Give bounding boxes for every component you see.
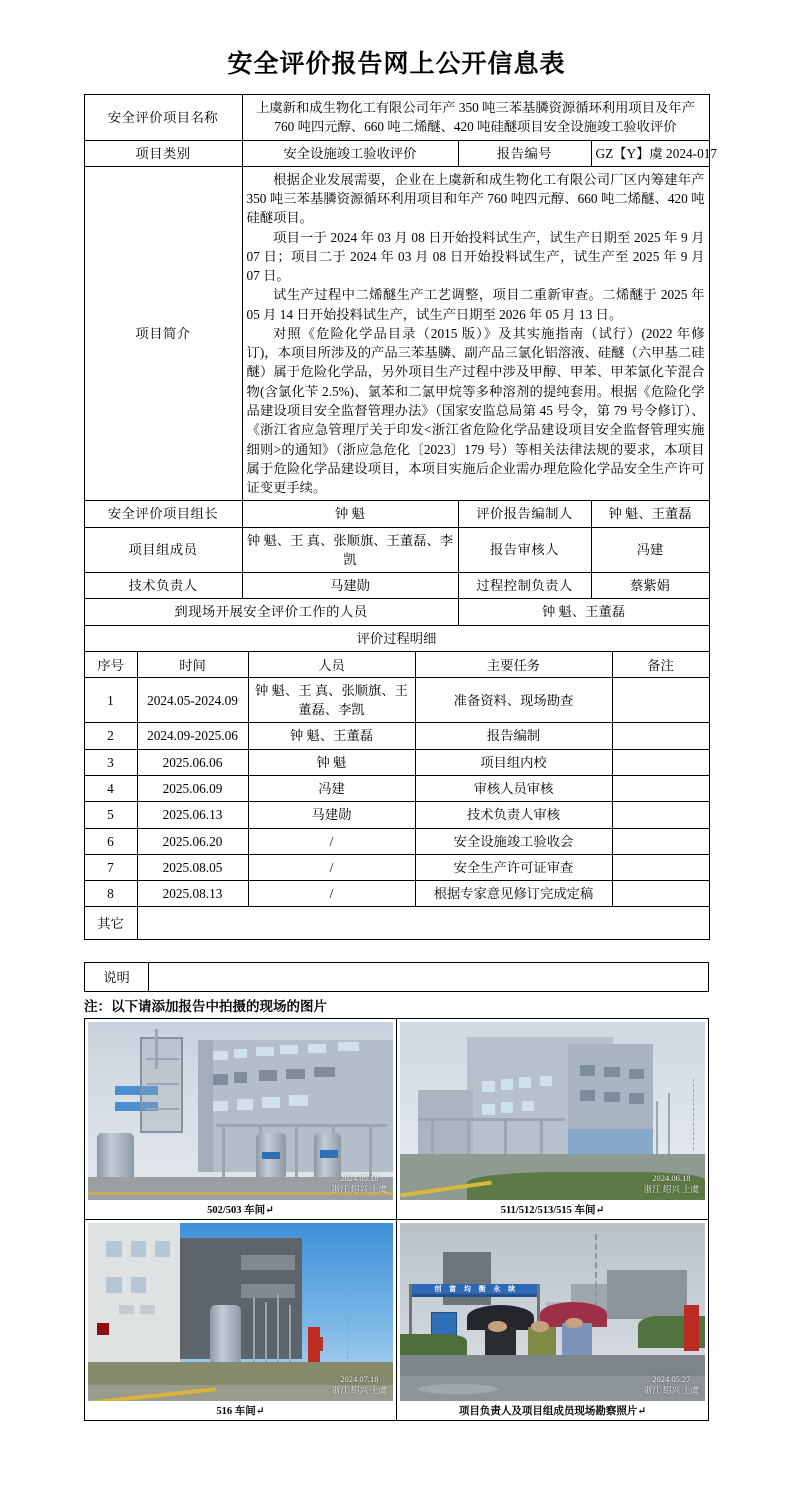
intro-label: 项目简介 bbox=[84, 166, 242, 501]
process-cell-task: 根据专家意见修订完成定稿 bbox=[415, 881, 612, 907]
process-cell-no: 1 bbox=[84, 677, 137, 723]
process-cell-people: / bbox=[248, 854, 415, 880]
process-cell-task: 安全生产许可证审查 bbox=[415, 854, 612, 880]
process-cell-no: 4 bbox=[84, 775, 137, 801]
process-cell-people: 马建勋 bbox=[248, 802, 415, 828]
table-row-onsite bbox=[84, 599, 709, 625]
table-row bbox=[84, 775, 709, 801]
section-gap bbox=[0, 940, 793, 962]
photo-cell-2 bbox=[397, 1019, 709, 1220]
process-cell-time: 2025.08.05 bbox=[137, 854, 248, 880]
members-label: 项目组成员 bbox=[84, 527, 242, 573]
process-control-label: 过程控制负责人 bbox=[458, 573, 591, 599]
table-row-process-title bbox=[84, 625, 709, 651]
process-cell-task: 项目组内校 bbox=[415, 749, 612, 775]
process-cell-remark bbox=[612, 802, 709, 828]
table-row-intro bbox=[84, 166, 709, 501]
photo-row-1 bbox=[85, 1019, 709, 1220]
table-row-category bbox=[84, 140, 709, 166]
process-cell-people: 冯建 bbox=[248, 775, 415, 801]
page-title: 安全评价报告网上公开信息表 bbox=[227, 51, 566, 78]
process-header-task: 主要任务 bbox=[415, 651, 612, 677]
photo-watermark-2: 2024.06.18 浙江 绍兴 上虞 bbox=[643, 1173, 699, 1194]
leader-label: 安全评价项目组长 bbox=[84, 501, 242, 527]
photo-cell-1 bbox=[85, 1019, 397, 1220]
process-cell-remark bbox=[612, 881, 709, 907]
table-row-other bbox=[84, 907, 709, 940]
table-row-project-name bbox=[84, 95, 709, 141]
author-value: 钟 魁、王董磊 bbox=[591, 501, 709, 527]
gate-banner: 创 富 均 衡 永 续 bbox=[412, 1284, 540, 1295]
process-cell-remark bbox=[612, 749, 709, 775]
members-value: 钟 魁、王 真、张顺旗、王董磊、李凯 bbox=[242, 527, 458, 573]
table-row bbox=[84, 749, 709, 775]
photo-516-workshop bbox=[88, 1223, 393, 1401]
photo-cell-4 bbox=[397, 1220, 709, 1421]
process-cell-task: 报告编制 bbox=[415, 723, 612, 749]
process-cell-people: 钟 魁、王董磊 bbox=[248, 723, 415, 749]
process-header-remark: 备注 bbox=[612, 651, 709, 677]
process-cell-people: / bbox=[248, 881, 415, 907]
process-cell-task: 准备资料、现场勘查 bbox=[415, 677, 612, 723]
process-cell-no: 3 bbox=[84, 749, 137, 775]
category-label: 项目类别 bbox=[84, 140, 242, 166]
category-value: 安全设施竣工验收评价 bbox=[242, 140, 458, 166]
process-header-people: 人员 bbox=[248, 651, 415, 677]
process-cell-remark bbox=[612, 828, 709, 854]
photo-cell-3 bbox=[85, 1220, 397, 1421]
process-cell-task: 安全设施竣工验收会 bbox=[415, 828, 612, 854]
leader-value: 钟 魁 bbox=[242, 501, 458, 527]
process-cell-task: 技术负责人审核 bbox=[415, 802, 612, 828]
table-row-tech-lead bbox=[84, 573, 709, 599]
intro-paragraph-1: 根据企业发展需要，企业在上虞新和成生物化工有限公司厂区内筹建年产 350 吨三苯基膦资源循环利用项目和年产 760 吨四元醇、660 吨二烯醚、420 吨硅醚项目。 bbox=[246, 171, 705, 226]
onsite-label: 到现场开展安全评价工作的人员 bbox=[84, 599, 458, 625]
process-cell-no: 6 bbox=[84, 828, 137, 854]
process-control-value: 蔡紫娟 bbox=[591, 573, 709, 599]
intro-paragraph-2: 项目一于 2024 年 03 月 08 日开始投料试生产，试生产日期至 2025 年 9 月 07 日；项目二于 2024 年 03 月 08 日开始投料试生产，试生产至 2025 年 9 月 07 日。 bbox=[246, 229, 705, 284]
photo-caption-2: 511/512/513/515 车间↵ bbox=[500, 1205, 605, 1217]
process-cell-time: 2025.06.06 bbox=[137, 749, 248, 775]
process-cell-time: 2025.06.20 bbox=[137, 828, 248, 854]
process-cell-time: 2025.06.09 bbox=[137, 775, 248, 801]
photo-grid bbox=[84, 1018, 709, 1421]
process-detail-table bbox=[84, 651, 710, 940]
process-cell-task: 审核人员审核 bbox=[415, 775, 612, 801]
remark-label: 说明 bbox=[85, 963, 149, 992]
process-cell-no: 8 bbox=[84, 881, 137, 907]
photo-caption-4: 项目负责人及项目组成员现场勘察照片↵ bbox=[458, 1406, 647, 1418]
table-row bbox=[84, 677, 709, 723]
report-no-label: 报告编号 bbox=[458, 140, 591, 166]
table-row bbox=[84, 723, 709, 749]
onsite-value: 钟 魁、王董磊 bbox=[458, 599, 709, 625]
table-row bbox=[84, 828, 709, 854]
photo-site-survey-team bbox=[400, 1223, 705, 1401]
info-table bbox=[84, 94, 718, 652]
process-cell-remark bbox=[612, 677, 709, 723]
photo-caption-1: 502/503 车间↵ bbox=[207, 1205, 274, 1217]
other-value bbox=[137, 907, 709, 940]
process-cell-no: 5 bbox=[84, 802, 137, 828]
process-cell-people: 钟 魁 bbox=[248, 749, 415, 775]
process-cell-remark bbox=[612, 775, 709, 801]
process-cell-no: 2 bbox=[84, 723, 137, 749]
process-cell-time: 2025.06.13 bbox=[137, 802, 248, 828]
process-header-time: 时间 bbox=[137, 651, 248, 677]
photo-502-503-workshop bbox=[88, 1022, 393, 1200]
reviewer-label: 报告审核人 bbox=[458, 527, 591, 573]
project-name-value: 上虞新和成生物化工有限公司年产 350 吨三苯基膦资源循环利用项目及年产 760 吨四元醇、660 吨二烯醚、420 吨硅醚项目安全设施竣工验收评价 bbox=[242, 95, 709, 141]
process-cell-people: 钟 魁、王 真、张顺旗、王董磊、李凯 bbox=[248, 677, 415, 723]
intro-paragraph-4: 对照《危险化学品目录（2015 版）》及其实施指南（试行）(2022 年修订)，本项目所涉及的产品三苯基膦、副产品三氯化铝溶液、硅醚（六甲基二硅醚）属于危险化学品，另外项目生产过程中涉及甲醇、甲苯、甲苯氯化苄混合物(含氯化苄 2.5%)、氯苯和二氯甲烷等多种溶剂的提纯套用。根据《危险化学品建设项目安全监督管理办法》（国家安监总局第 45 号令，第 79 号令修订）、《浙江省应急管理厅关于印发<浙江省危险化学品建设项目安全监督管理实施细则>的通知》（浙应急危化〔2023〕179 号）等相关法律法规的要求，本项目属于危险化学品建设项目，本项目实施后企业需办理危险化学品安全生产许可证变更手续。 bbox=[246, 325, 705, 496]
table-row bbox=[84, 802, 709, 828]
photo-watermark-1: 2024.05.18 浙江 绍兴 上虞 bbox=[331, 1173, 387, 1194]
process-header-row bbox=[84, 651, 709, 677]
photo-caption-3: 516 车间↵ bbox=[216, 1406, 265, 1418]
table-row-leader bbox=[84, 501, 709, 527]
table-row bbox=[84, 881, 709, 907]
process-cell-time: 2024.09-2025.06 bbox=[137, 723, 248, 749]
other-label: 其它 bbox=[84, 907, 137, 940]
process-header-no: 序号 bbox=[84, 651, 137, 677]
process-cell-people: / bbox=[248, 828, 415, 854]
process-cell-no: 7 bbox=[84, 854, 137, 880]
process-title: 评价过程明细 bbox=[84, 625, 709, 651]
photo-row-2 bbox=[85, 1220, 709, 1421]
intro-value bbox=[242, 166, 709, 501]
process-cell-time: 2024.05-2024.09 bbox=[137, 677, 248, 723]
remark-table bbox=[84, 962, 709, 992]
process-cell-time: 2025.08.13 bbox=[137, 881, 248, 907]
photo-watermark-4: 2024.05.27 浙江 绍兴 上虞 bbox=[643, 1374, 699, 1395]
process-cell-remark bbox=[612, 854, 709, 880]
photo-watermark-3: 2024.07.18 浙江 绍兴 上虞 bbox=[331, 1374, 387, 1395]
reviewer-value: 冯建 bbox=[591, 527, 709, 573]
project-name-label: 安全评价项目名称 bbox=[84, 95, 242, 141]
tech-lead-label: 技术负责人 bbox=[84, 573, 242, 599]
remark-row bbox=[85, 963, 709, 992]
photo-511-515-workshop bbox=[400, 1022, 705, 1200]
process-cell-remark bbox=[612, 723, 709, 749]
table-row bbox=[84, 854, 709, 880]
report-no-value: GZ【Y】虞 2024-017 bbox=[591, 140, 709, 166]
tech-lead-value: 马建勋 bbox=[242, 573, 458, 599]
author-label: 评价报告编制人 bbox=[458, 501, 591, 527]
photo-note: 注：以下请添加报告中拍摄的现场的图片 bbox=[84, 999, 327, 1015]
remark-value bbox=[149, 963, 709, 992]
intro-paragraph-3: 试生产过程中二烯醚生产工艺调整，项目二重新审查。二烯醚于 2025 年 05 月 14 日开始投料试生产，试生产日期至 2026 年 05 月 13 日。 bbox=[246, 287, 705, 322]
table-row-members bbox=[84, 527, 709, 573]
